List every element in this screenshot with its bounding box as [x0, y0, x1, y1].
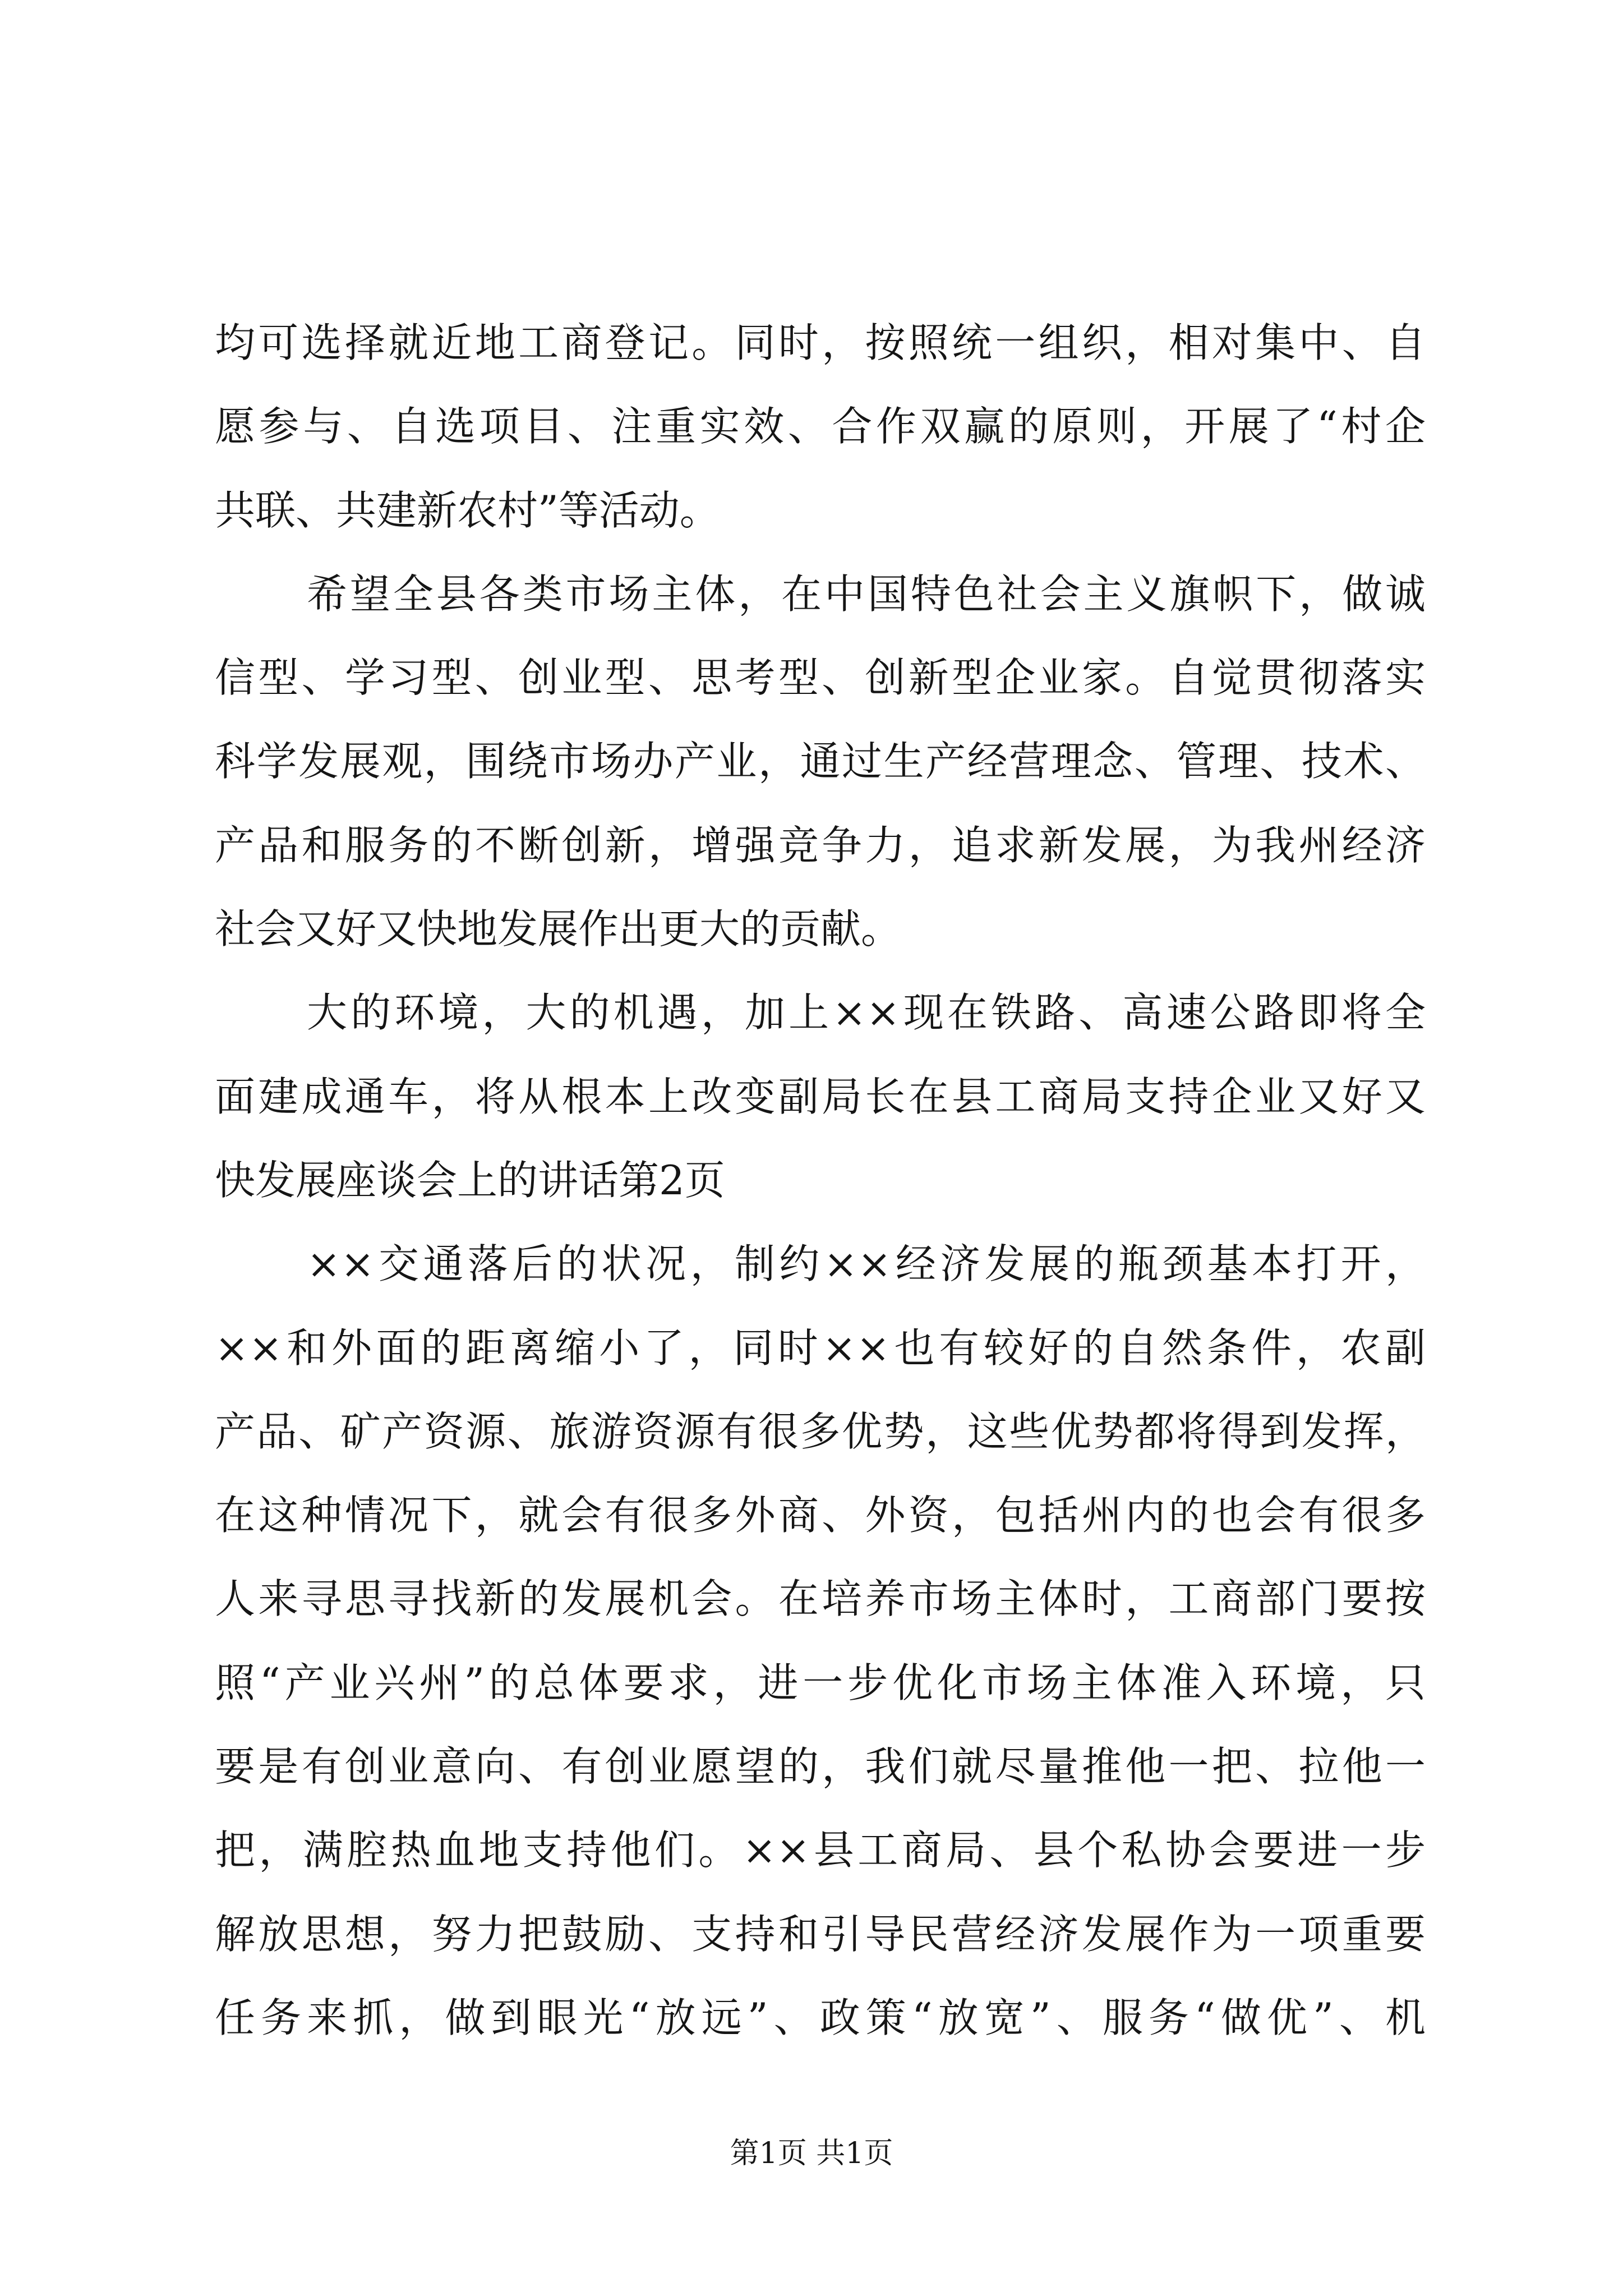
- text-line: 把，满腔热血地支持他们。××县工商局、县个私协会要进一步: [215, 1826, 1426, 1874]
- text-line: 快发展座谈会上的讲话第2页: [215, 1156, 725, 1204]
- text-line: 共联、共建新农村”等活动。: [215, 486, 720, 534]
- text-line: 解放思想，努力把鼓励、支持和引导民营经济发展作为一项重要: [215, 1910, 1426, 1958]
- text-line: 大的环境，大的机遇，加上××现在铁路、高速公路即将全: [307, 989, 1426, 1037]
- text-line: 信型、学习型、创业型、思考型、创新型企业家。自觉贯彻落实: [215, 654, 1426, 702]
- text-line: 愿参与、自选项目、注重实效、合作双赢的原则，开展了“村企: [215, 403, 1426, 450]
- text-line: 社会又好又快地发展作出更大的贡献。: [215, 905, 902, 953]
- text-line: 产品、矿产资源、旅游资源有很多优势，这些优势都将得到发挥，: [215, 1407, 1426, 1455]
- document-body: [215, 301, 1426, 2060]
- paragraph: [215, 971, 1426, 1222]
- text-line: 任务来抓，做到眼光“放远”、政策“放宽”、服务“做优”、机: [215, 1994, 1426, 2041]
- text-line: ××和外面的距离缩小了，同时××也有较好的自然条件，农副: [215, 1324, 1426, 1372]
- text-line: 照“产业兴州”的总体要求，进一步优化市场主体准入环境，只: [215, 1659, 1426, 1706]
- text-line: 产品和服务的不断创新，增强竞争力，追求新发展，为我州经济: [215, 821, 1426, 869]
- paragraph: [215, 301, 1426, 553]
- paragraph: [215, 553, 1426, 971]
- text-line: 人来寻思寻找新的发展机会。在培养市场主体时，工商部门要按: [215, 1575, 1426, 1623]
- text-line: 希望全县各类市场主体，在中国特色社会主义旗帜下，做诚: [307, 570, 1426, 618]
- text-line: 均可选择就近地工商登记。同时，按照统一组织，相对集中、自: [215, 319, 1426, 366]
- text-line: 科学发展观，围绕市场办产业，通过生产经营理念、管理、技术、: [215, 738, 1426, 785]
- text-line: ××交通落后的状况，制约××经济发展的瓶颈基本打开，: [307, 1240, 1426, 1288]
- paragraph: [215, 1222, 1426, 2060]
- text-line: 在这种情况下，就会有很多外商、外资，包括州内的也会有很多: [215, 1492, 1426, 1539]
- text-line: 要是有创业意向、有创业愿望的，我们就尽量推他一把、拉他一: [215, 1743, 1426, 1791]
- text-line: 面建成通车，将从根本上改变副局长在县工商局支持企业又好又: [215, 1073, 1426, 1120]
- page-footer: 第1页 共1页: [730, 2137, 893, 2170]
